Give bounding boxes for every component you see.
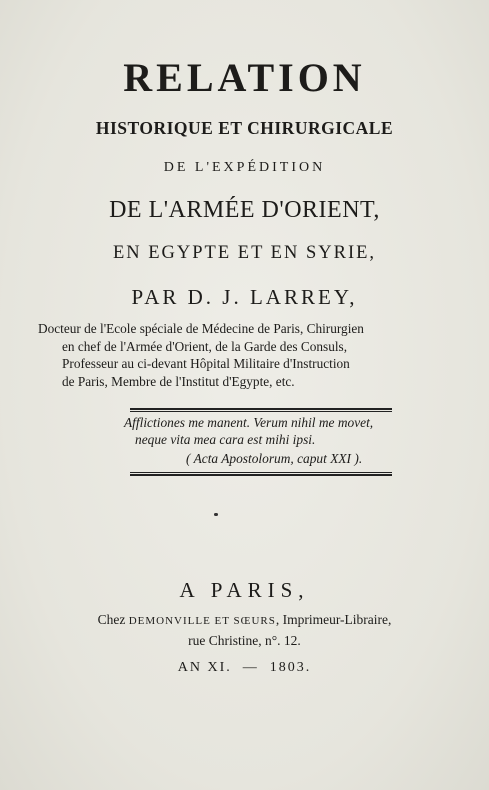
subtitle-line-3: DE L'ARMÉE D'ORIENT,	[109, 197, 380, 223]
epigraph-line-2: neque vita mea cara est mihi ipsi.	[135, 432, 316, 447]
credentials-line-3: Professeur au ci-devant Hôpital Militaire d'Instruction	[62, 356, 350, 371]
epigraph-line-1: Afflictiones me manent. Verum nihil me movet,	[124, 415, 374, 430]
year-gregorian: 1803.	[269, 660, 312, 675]
credentials-line-4: de Paris, Membre de l'Institut d'Egypte, etc.	[62, 373, 295, 389]
author-credentials	[30, 320, 470, 390]
subtitle-line-2: DE L'EXPÉDITION	[163, 160, 326, 175]
credentials-line-2: en chef de l'Armée d'Orient, de la Garde des Consuls,	[62, 338, 348, 354]
subtitle-line-1: HISTORIQUE ET CHIRURGICALE	[95, 118, 394, 138]
year-republican: AN XI.	[177, 660, 232, 675]
imprint-address: rue Christine, n°. 12.	[188, 633, 301, 648]
bottom-double-rule	[130, 474, 392, 476]
top-double-rule-thin	[130, 411, 392, 412]
top-double-rule	[130, 408, 392, 410]
date-dash: —	[242, 660, 259, 675]
publisher-prefix: Chez	[97, 612, 129, 627]
author-line: PAR D. J. LARREY,	[131, 285, 358, 309]
publisher-name: DEMONVILLE ET SŒURS	[128, 615, 276, 627]
ink-dot	[214, 513, 218, 516]
imprint-city: A PARIS,	[179, 578, 310, 602]
epigraph-source: ( Acta Apostolorum, caput XXI ).	[186, 451, 363, 466]
imprint-date	[0, 660, 489, 676]
imprint-publisher	[0, 612, 489, 628]
credentials-line-1: Docteur de l'Ecole spéciale de Médecine de Paris, Chirurgien	[38, 321, 364, 336]
publisher-suffix: , Imprimeur-Libraire,	[275, 612, 392, 627]
book-title: RELATION	[123, 55, 366, 100]
subtitle-line-4: EN EGYPTE ET EN SYRIE,	[112, 243, 377, 263]
bottom-double-rule-thin	[130, 472, 392, 473]
